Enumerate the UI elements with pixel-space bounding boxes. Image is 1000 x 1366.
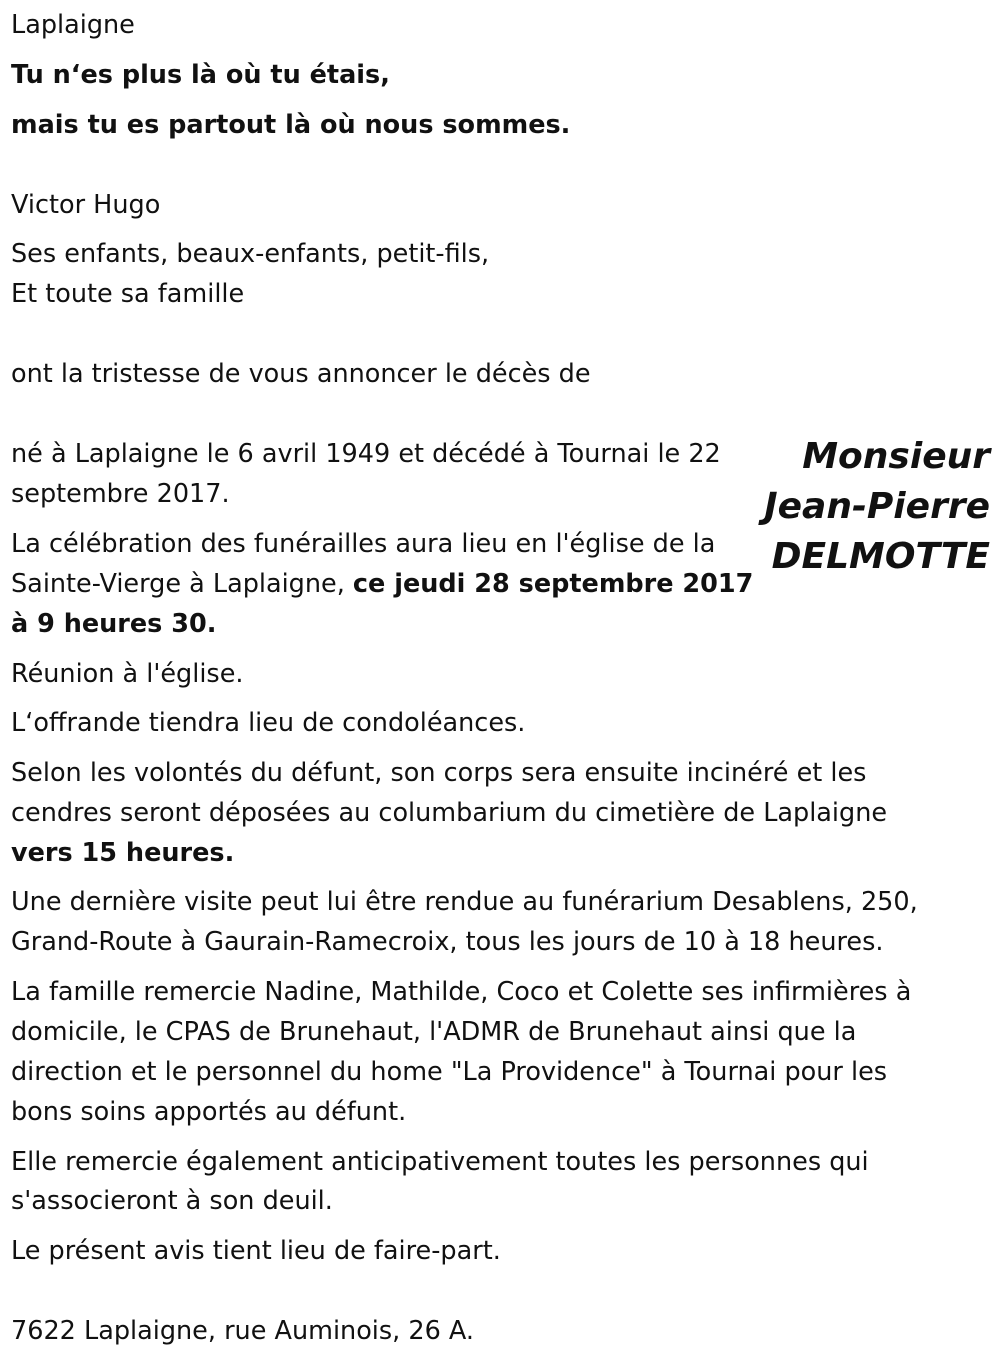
deceased-title: Monsieur bbox=[802, 436, 990, 477]
family-line-2: Et toute sa famille bbox=[11, 279, 245, 309]
address: 7622 Laplaigne, rue Auminois, 26 A. bbox=[11, 1316, 475, 1346]
village-heading: Laplaigne bbox=[11, 10, 135, 40]
thanks2-line-2: s'associeront à son deuil. bbox=[11, 1186, 333, 1216]
birth-death-line-2: septembre 2017. bbox=[11, 479, 230, 509]
thanks2-line-1: Elle remercie également anticipativement toutes les personnes qui bbox=[11, 1147, 869, 1177]
announcement: ont la tristesse de vous annoncer le décès de bbox=[11, 359, 591, 389]
cremation-line-2: cendres seront déposées au columbarium du cimetière de Laplaigne bbox=[11, 798, 888, 828]
thanks-line-3: direction et le personnel du home "La Providence" à Tournai pour les bbox=[11, 1057, 888, 1087]
offering-info: L‘offrande tiendra lieu de condoléances. bbox=[11, 708, 526, 738]
visit-line-2: Grand-Route à Gaurain-Ramecroix, tous les jours de 10 à 18 heures. bbox=[11, 927, 884, 957]
thanks-line-2: domicile, le CPAS de Brunehaut, l'ADMR de Brunehaut ainsi que la bbox=[11, 1017, 857, 1047]
ceremony-time: à 9 heures 30. bbox=[11, 609, 217, 639]
thanks-line-4: bons soins apportés au défunt. bbox=[11, 1097, 407, 1127]
meeting-info: Réunion à l'église. bbox=[11, 659, 244, 689]
deceased-first-name: Jean-Pierre bbox=[764, 486, 990, 527]
birth-death-line-1: né à Laplaigne le 6 avril 1949 et décédé à Tournai le 22 bbox=[11, 439, 721, 469]
ceremony-line-1: La célébration des funérailles aura lieu en l'église de la bbox=[11, 529, 716, 559]
quote-line-2: mais tu es partout là où nous sommes. bbox=[11, 110, 571, 140]
deceased-last-name: DELMOTTE bbox=[771, 536, 990, 577]
cremation-line-1: Selon les volontés du défunt, son corps sera ensuite incinéré et les bbox=[11, 758, 867, 788]
thanks-line-1: La famille remercie Nadine, Mathilde, Coco et Colette ses infirmières à bbox=[11, 977, 912, 1007]
notice: Le présent avis tient lieu de faire-part. bbox=[11, 1236, 501, 1266]
ceremony-date: ce jeudi 28 septembre 2017 bbox=[352, 569, 754, 599]
quote-author: Victor Hugo bbox=[11, 190, 161, 220]
visit-line-1: Une dernière visite peut lui être rendue au funérarium Desablens, 250, bbox=[11, 887, 918, 917]
family-line-1: Ses enfants, beaux-enfants, petit-fils, bbox=[11, 239, 490, 269]
ceremony-place: Sainte-Vierge à Laplaigne, bbox=[11, 569, 353, 599]
quote-line-1: Tu n‘es plus là où tu étais, bbox=[11, 60, 390, 90]
cremation-time: vers 15 heures. bbox=[11, 838, 235, 868]
ceremony-line-2 bbox=[11, 564, 753, 604]
deceased-name bbox=[764, 432, 990, 582]
